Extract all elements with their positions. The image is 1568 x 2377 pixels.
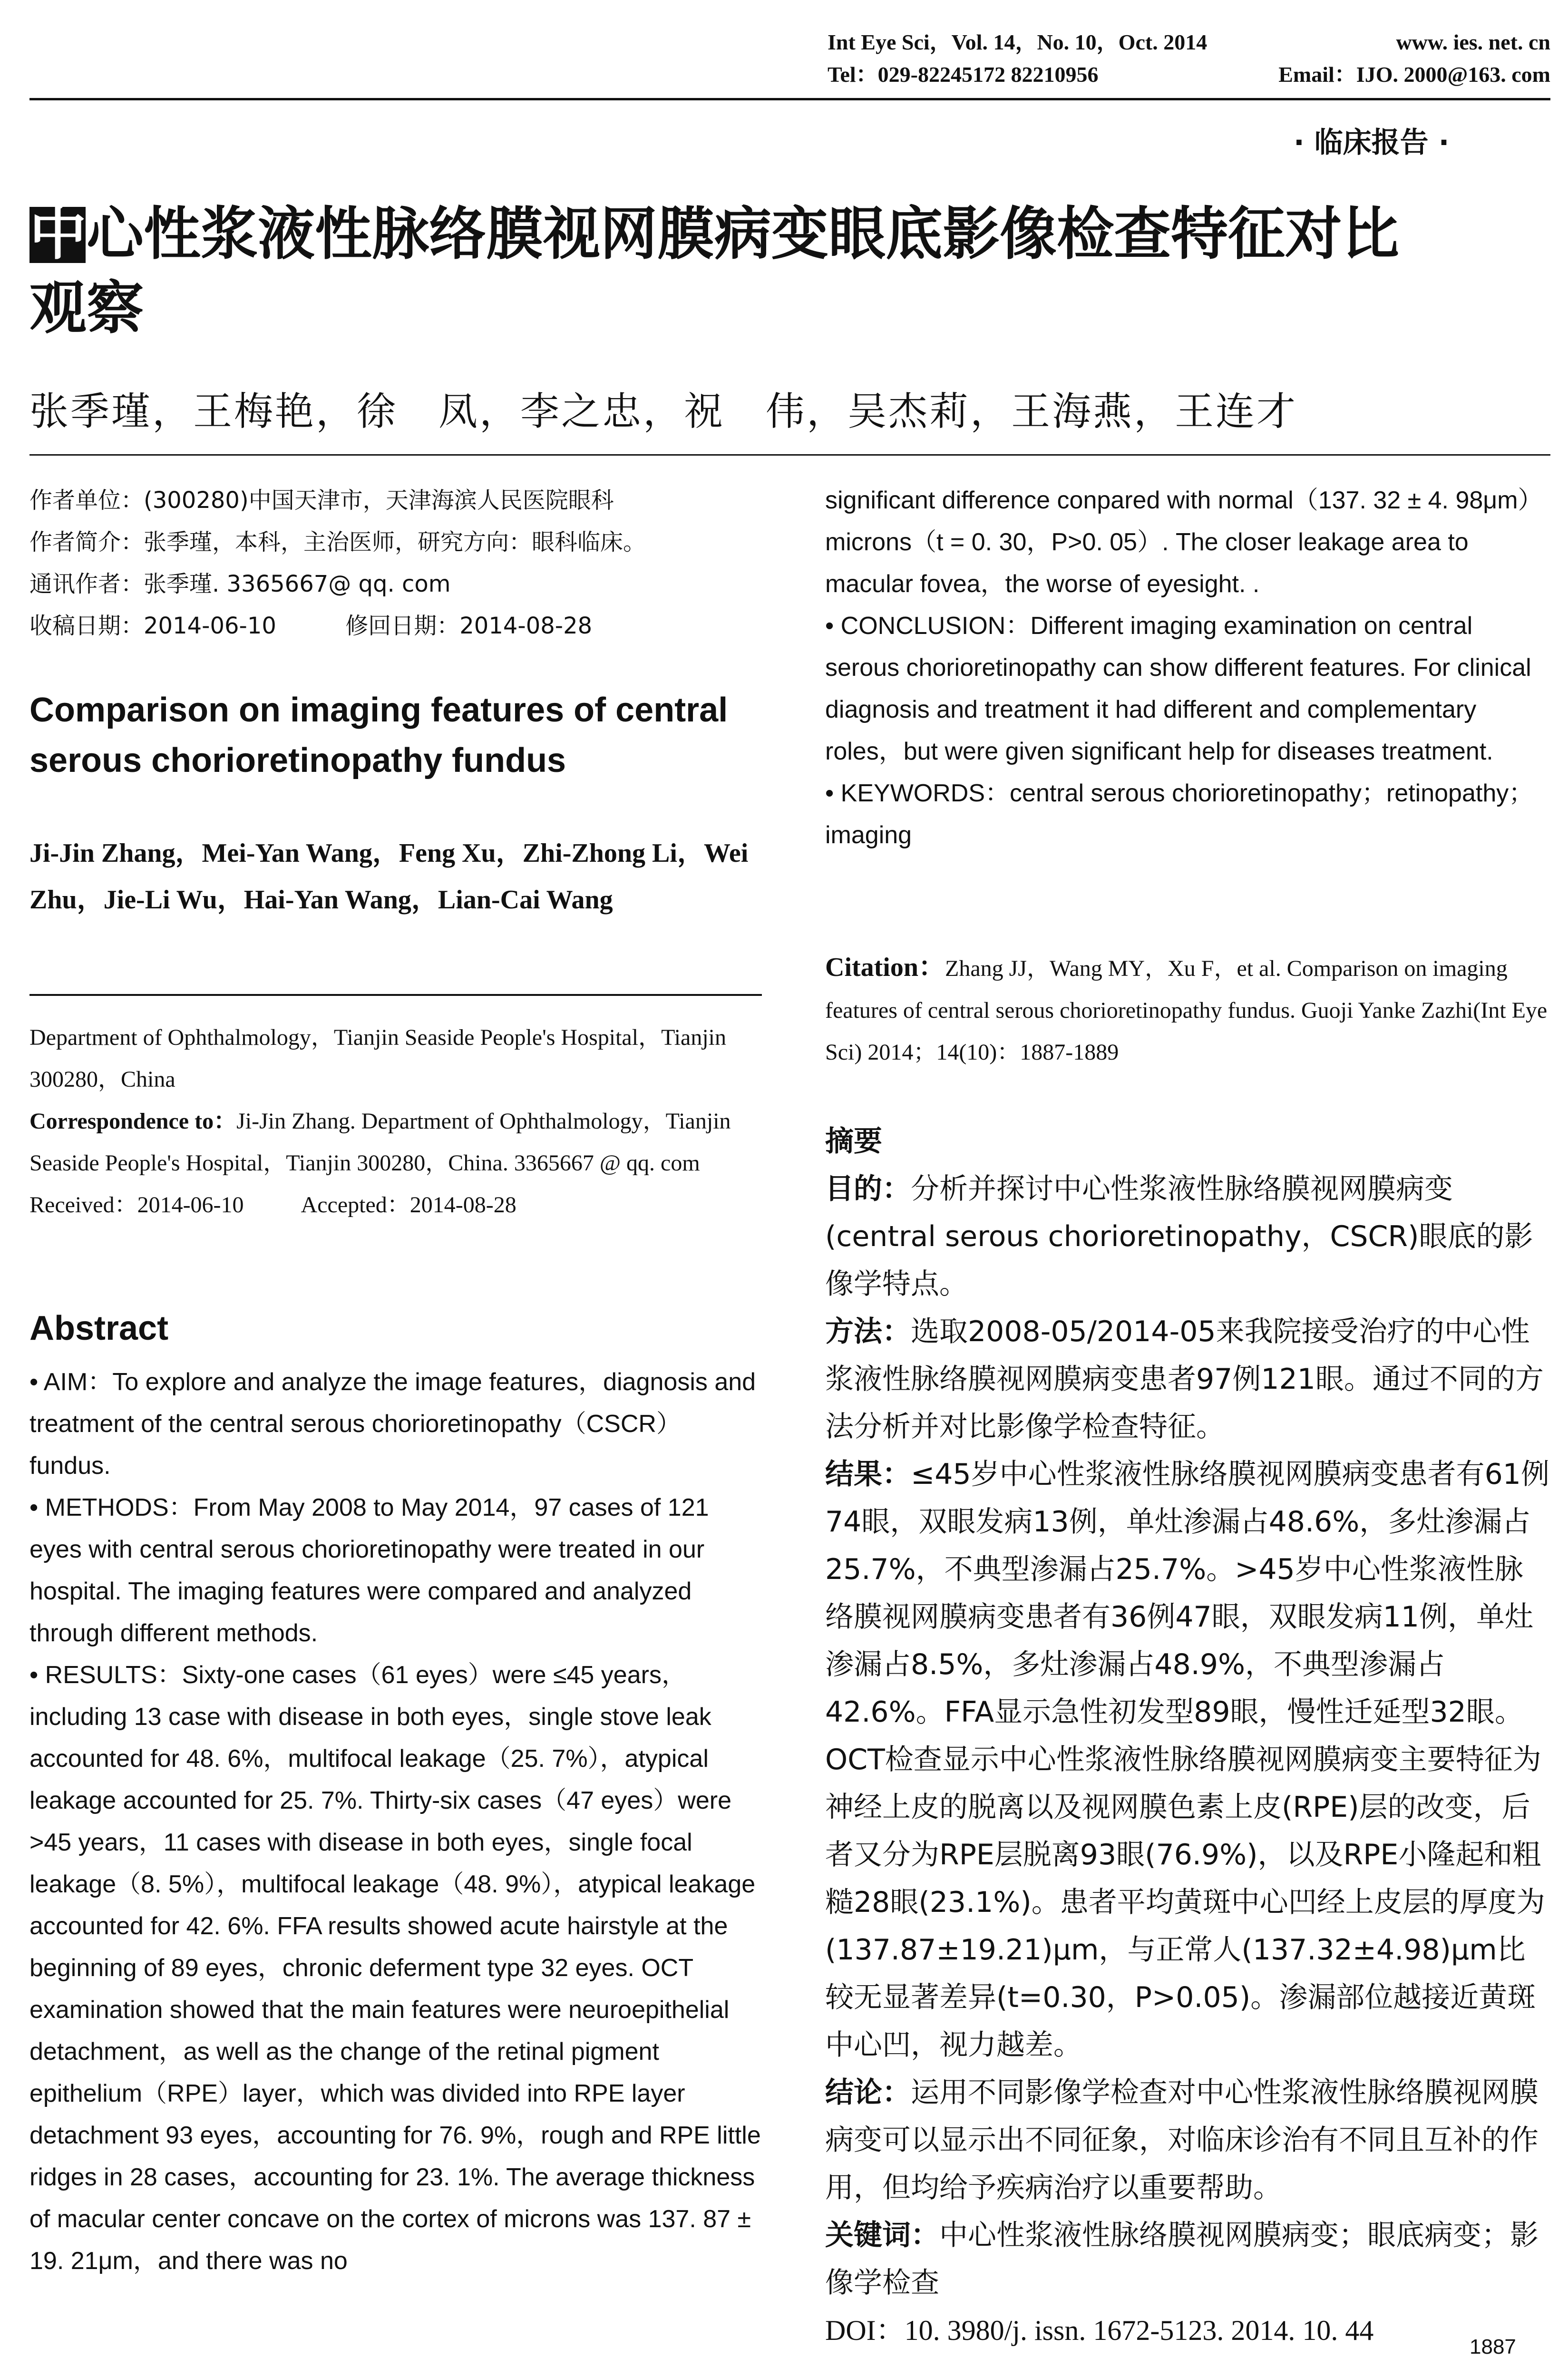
abstract-results-continued: significant difference conpared with normal（137. 32 ± 4. 98μm）microns（t = 0. 30，P>0. 05）. The closer leakage area to macular fovea，the worse of eyesight. . <box>825 487 1543 598</box>
section-label: · 临床报告 · <box>1294 126 1450 159</box>
abstract-continued <box>825 479 1550 856</box>
journal-tel: Tel：029-82245172 82210956 <box>828 62 1099 87</box>
english-authors-rule <box>29 994 762 996</box>
article-title <box>29 199 1399 270</box>
cn-results <box>825 1451 1550 2069</box>
cn-results-label: 结果： <box>825 1458 911 1491</box>
journal-website: www. ies. net. cn <box>1396 30 1550 54</box>
affiliation-cn: 作者单位：(300280)中国天津市，天津海滨人民医院眼科 <box>29 487 614 514</box>
authors-cn: 张季瑾，王梅艳，徐 凤，李之忠，祝 伟，吴杰莉，王海燕，王连才 <box>29 389 1298 434</box>
journal-issue: Int Eye Sci，Vol. 14，No. 10，Oct. 2014 <box>828 30 1208 54</box>
cn-keywords <box>825 2211 1550 2307</box>
running-header <box>828 26 1550 91</box>
cn-aim-label: 目的： <box>825 1172 911 1206</box>
title-line1: 心性浆液性脉络膜视网膜病变眼底影像检查特征对比 <box>87 201 1399 267</box>
doi: DOI：10. 3980/j. issn. 1672-5123. 2014. 10. 44 <box>825 2315 1374 2346</box>
correspondence-text: Ji-Jin Zhang. Department of Ophthalmology，Tianjin Seaside People's Hospital，Tianjin 300280，China. 3365667 @ qq. com <box>29 1109 731 1176</box>
citation-text: Zhang JJ，Wang MY，Xu F，et al. Comparison on imaging features of central serous chorioretinopathy fundus. Guoji Yanke Zazhi(Int Eye Sci) 2014；14(10)：1887-1889 <box>825 956 1548 1065</box>
department: Department of Ophthalmology，Tianjin Seaside People's Hospital，Tianjin 300280，China <box>29 1025 727 1092</box>
title-initial: 中 <box>29 201 87 267</box>
bio-cn: 作者简介：张季瑾，本科，主治医师，研究方向：眼科临床。 <box>29 529 646 555</box>
abstract-body <box>29 1361 762 2282</box>
abstract-conclusion: • CONCLUSION：Different imaging examination on central serous chorioretinopathy can show different features. For clinical diagnosis and treatment it had different and complementary roles，but were given significant help for diseases treatment. <box>825 612 1531 765</box>
title-line2: 观察 <box>29 275 144 341</box>
cn-aim <box>825 1165 1550 1308</box>
cn-keywords-text: 中心性浆液性脉络膜视网膜病变；眼底病变；影像学检查 <box>825 2219 1539 2299</box>
cn-methods-text: 选取2008-05/2014-05来我院接受治疗的中心性浆液性脉络膜视网膜病变患者97例121眼。通过不同的方法分析并对比影像学检查特征。 <box>825 1315 1544 1443</box>
cn-methods-label: 方法： <box>825 1315 911 1348</box>
citation <box>825 946 1550 1073</box>
received-date: Received：2014-06-10 <box>29 1192 244 1218</box>
english-dates <box>29 1184 762 1226</box>
accepted-date: Accepted：2014-08-28 <box>301 1192 516 1218</box>
chinese-abstract-heading: 摘要 <box>825 1125 882 1158</box>
cn-conclusion-text: 运用不同影像学检查对中心性浆液性脉络膜视网膜病变可以显示出不同征象，对临床诊治有不同且互补的作用，但均给予疾病治疗以重要帮助。 <box>825 2076 1539 2204</box>
journal-email: Email：IJO. 2000@163. com <box>1278 62 1550 87</box>
correspondence-label: Correspondence to： <box>29 1109 237 1134</box>
authors-rule <box>29 454 1550 456</box>
chinese-abstract <box>825 1118 1550 2354</box>
cn-conclusion <box>825 2069 1550 2211</box>
abstract-results: • RESULTS：Sixty-one cases（61 eyes）were ≤45 years，including 13 case with disease in both eyes，single stove leak accounted for 48. 6%，multifocal leakage（25. 7%），atypical leakage accounted for 25. 7%. Thirty-six cases（47 eyes）were >45 years，11 cases with disease in both eyes，single focal leakage（8. 5%），multifocal leakage（48. 9%），atypical leakage accounted for 42. 6%. FFA results showed acute hairstyle at the beginning of 89 eyes，chronic deferment type 32 eyes. OCT examination showed that the main features were neuroepithelial detachment，as well as the change of the retinal pigment epithelium（RPE）layer，which was divided into RPE layer detachment 93 eyes，accounting for 76. 9%，rough and RPE little ridges in 28 cases，accounting for 23. 1%. The average thickness of macular center concave on the cortex of microns was 137. 87 ± 19. 21μm，and there was no <box>29 1661 761 2275</box>
header-rule <box>29 98 1550 100</box>
citation-label: Citation： <box>825 953 945 982</box>
revised-cn: 修回日期：2014-08-28 <box>345 613 593 639</box>
abstract-keywords: • KEYWORDS：central serous chorioretinopathy；retinopathy；imaging <box>825 779 1534 849</box>
corresponding-cn: 通讯作者：张季瑾. 3365667@ qq. com <box>29 571 451 597</box>
correspondence <box>29 1101 762 1184</box>
dates-cn <box>29 605 762 647</box>
cn-conclusion-label: 结论： <box>825 2076 911 2109</box>
english-authors: Ji-Jin Zhang，Mei-Yan Wang，Feng Xu，Zhi-Zhong Li，Wei Zhu，Jie-Li Wu，Hai-Yan Wang，Lian-Cai Wang <box>29 838 749 915</box>
abstract-aim: • AIM：To explore and analyze the image features，diagnosis and treatment of the central serous chorioretinopathy（CSCR）fundus. <box>29 1368 756 1480</box>
english-title: Comparison on imaging features of central serous chorioretinopathy fundus <box>29 691 728 779</box>
abstract-methods: • METHODS：From May 2008 to May 2014，97 cases of 121 eyes with central serous chorioretinopathy were treated in our hospital. The imaging features were compared and analyzed through different methods. <box>29 1494 709 1647</box>
cn-methods <box>825 1308 1550 1451</box>
cn-keywords-label: 关键词： <box>825 2219 939 2252</box>
english-affiliation <box>29 1017 762 1226</box>
page-number: 1887 <box>1470 2335 1516 2358</box>
cn-aim-text: 分析并探讨中心性浆液性脉络膜视网膜病变(central serous chorioretinopathy，CSCR)眼底的影像学特点。 <box>825 1172 1533 1301</box>
author-info-cn <box>29 479 762 647</box>
received-cn: 收稿日期：2014-06-10 <box>29 613 276 639</box>
cn-results-text: ≤45岁中心性浆液性脉络膜视网膜病变患者有61例74眼，双眼发病13例，单灶渗漏占48.6%，多灶渗漏占25.7%，不典型渗漏占25.7%。>45岁中心性浆液性脉络膜视网膜病变患者有36例47眼，双眼发病11例，单灶渗漏占8.5%，多灶渗漏占48.9%，不典型渗漏占42.6%。FFA显示急性初发型89眼，慢性迁延型32眼。OCT检查显示中心性浆液性脉络膜视网膜病变主要特征为神经上皮的脱离以及视网膜色素上皮(RPE)层的改变，后者又分为RPE层脱离93眼(76.9%)，以及RPE小隆起和粗糙28眼(23.1%)。患者平均黄斑中心凹经上皮层的厚度为(137.87±19.21)μm，与正常人(137.32±4.98)μm比较无显著差异(t=0.30，P>0.05)。渗漏部位越接近黄斑中心凹，视力越差。 <box>825 1458 1549 2062</box>
abstract-heading: Abstract <box>29 1309 169 1347</box>
